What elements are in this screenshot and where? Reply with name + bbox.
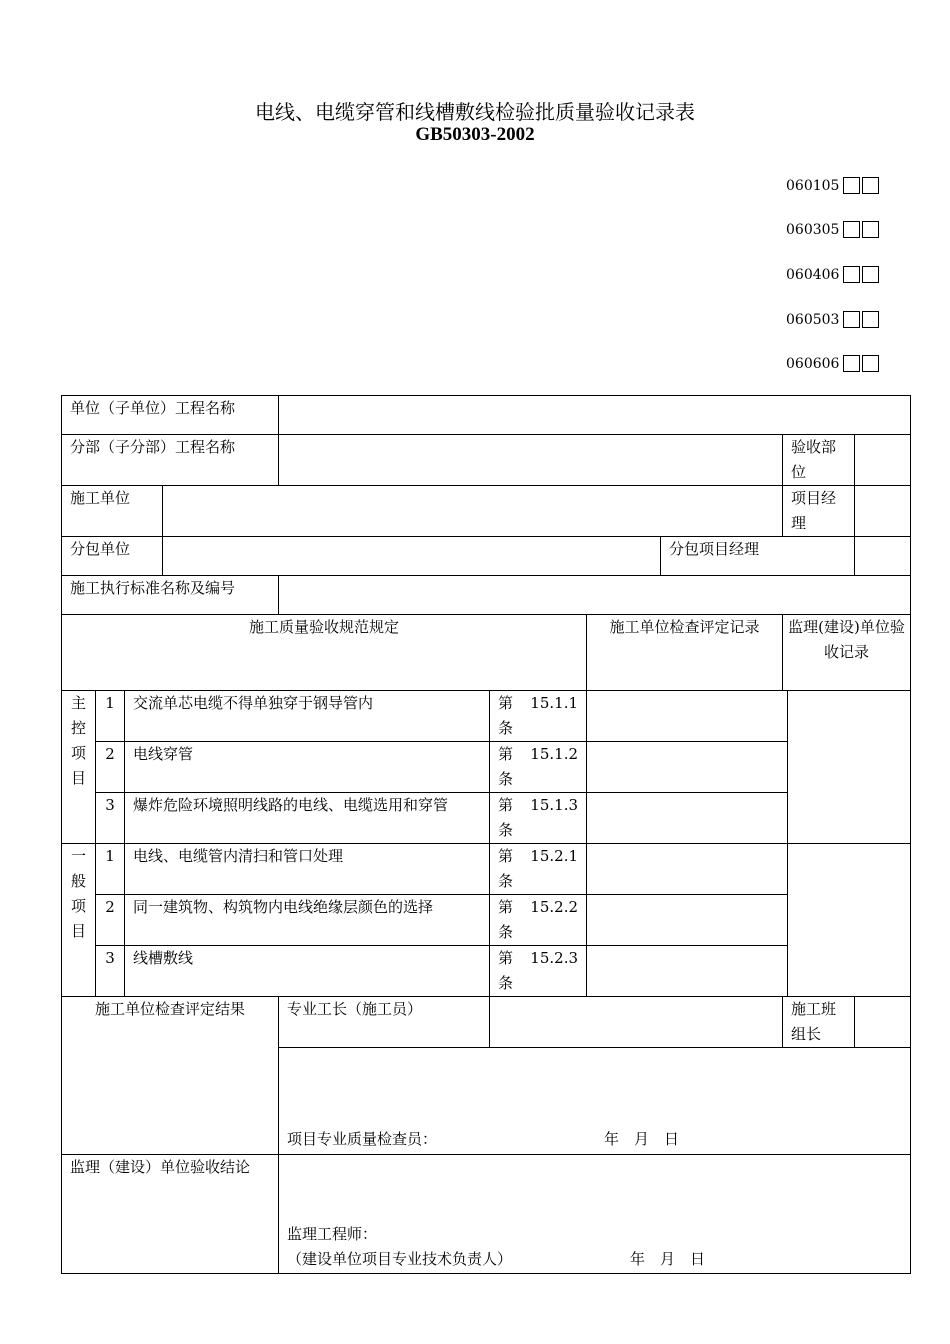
subcontract-unit-label: 分包单位 <box>62 537 163 576</box>
checkbox[interactable] <box>862 355 879 372</box>
project-manager-input[interactable] <box>855 486 911 537</box>
check-record-cell[interactable] <box>587 895 788 946</box>
checkbox[interactable] <box>843 311 860 328</box>
supervision-record-header: 监理(建设)单位验收记录 <box>783 615 911 691</box>
subcontract-manager-label: 分包项目经理 <box>661 537 855 576</box>
division-project-input[interactable] <box>279 435 783 486</box>
check-record-cell[interactable] <box>587 691 788 742</box>
item-description: 爆炸危险环境照明线路的电线、电缆选用和穿管 <box>125 793 490 844</box>
checkbox[interactable] <box>862 266 879 283</box>
team-leader-label: 施工班组长 <box>783 997 855 1048</box>
inspection-table <box>61 395 911 1274</box>
check-record-header: 施工单位检查评定记录 <box>587 615 783 691</box>
general-items-group-label: 一般项目 <box>62 844 96 997</box>
item-description: 同一建筑物、构筑物内电线绝缘层颜色的选择 <box>125 895 490 946</box>
checkbox[interactable] <box>843 355 860 372</box>
code-row <box>786 216 879 238</box>
supervision-record-cell[interactable] <box>788 844 911 997</box>
item-number: 3 <box>96 946 125 997</box>
supervision-record-cell[interactable] <box>788 691 911 844</box>
standard-code: GB50303-2002 <box>415 124 535 145</box>
item-number: 1 <box>96 844 125 895</box>
code-row <box>786 350 879 372</box>
subcontract-manager-input[interactable] <box>855 537 911 576</box>
item-description: 线槽敷线 <box>125 946 490 997</box>
clause-ref: 第 15.2.3 条 <box>490 946 587 997</box>
standard-name-input[interactable] <box>279 576 911 615</box>
spec-header: 施工质量验收规范规定 <box>62 615 587 691</box>
code-number: 060606 <box>786 356 840 372</box>
code-number: 060105 <box>786 178 840 194</box>
code-number: 060305 <box>786 222 840 238</box>
inspector-label: 项目专业质量检查员： <box>287 1130 438 1148</box>
date-label: 年 月 日 <box>630 1250 706 1268</box>
item-number: 2 <box>96 895 125 946</box>
team-leader-input[interactable] <box>855 997 911 1048</box>
unit-project-label: 单位（子单位）工程名称 <box>62 396 279 435</box>
construction-unit-input[interactable] <box>163 486 783 537</box>
clause-ref: 第 15.1.1 条 <box>490 691 587 742</box>
item-description: 电线、电缆管内清扫和管口处理 <box>125 844 490 895</box>
page-title: 电线、电缆穿管和线槽敷线检验批质量验收记录表 <box>255 100 695 124</box>
foreman-input[interactable] <box>490 997 783 1048</box>
item-description: 交流单芯电缆不得单独穿于钢导管内 <box>125 691 490 742</box>
check-record-cell[interactable] <box>587 946 788 997</box>
item-description: 电线穿管 <box>125 742 490 793</box>
clause-ref: 第 15.1.3 条 <box>490 793 587 844</box>
checkbox[interactable] <box>843 266 860 283</box>
checkbox[interactable] <box>862 221 879 238</box>
item-number: 2 <box>96 742 125 793</box>
acceptance-part-label: 验收部位 <box>783 435 855 486</box>
owner-label: （建设单位项目专业技术负责人） <box>287 1250 513 1268</box>
supervision-conclusion-cell[interactable] <box>279 1155 911 1274</box>
construction-unit-label: 施工单位 <box>62 486 163 537</box>
checkbox[interactable] <box>862 311 879 328</box>
item-number: 3 <box>96 793 125 844</box>
construction-result-cell[interactable] <box>279 1048 911 1155</box>
item-number: 1 <box>96 691 125 742</box>
code-number: 060406 <box>786 267 840 283</box>
acceptance-part-input[interactable] <box>855 435 911 486</box>
code-row <box>786 261 879 283</box>
check-record-cell[interactable] <box>587 844 788 895</box>
project-manager-label: 项目经理 <box>783 486 855 537</box>
standard-name-label: 施工执行标准名称及编号 <box>62 576 279 615</box>
division-project-label: 分部（子分部）工程名称 <box>62 435 279 486</box>
subcontract-unit-input[interactable] <box>163 537 661 576</box>
checkbox[interactable] <box>843 177 860 194</box>
clause-ref: 第 15.2.1 条 <box>490 844 587 895</box>
engineer-label: 监理工程师： <box>287 1225 378 1243</box>
date-label: 年 月 日 <box>604 1130 680 1148</box>
checkbox[interactable] <box>862 177 879 194</box>
clause-ref: 第 15.1.2 条 <box>490 742 587 793</box>
unit-project-input[interactable] <box>279 396 911 435</box>
main-items-group-label: 主控项目 <box>62 691 96 844</box>
code-row <box>786 172 879 194</box>
code-number: 060503 <box>786 312 840 328</box>
supervision-conclusion-label: 监理（建设）单位验收结论 <box>62 1155 279 1274</box>
check-record-cell[interactable] <box>587 793 788 844</box>
code-row <box>786 306 879 328</box>
checkbox[interactable] <box>843 221 860 238</box>
check-record-cell[interactable] <box>587 742 788 793</box>
clause-ref: 第 15.2.2 条 <box>490 895 587 946</box>
construction-result-label: 施工单位检查评定结果 <box>62 997 279 1155</box>
foreman-label: 专业工长（施工员） <box>279 997 490 1048</box>
